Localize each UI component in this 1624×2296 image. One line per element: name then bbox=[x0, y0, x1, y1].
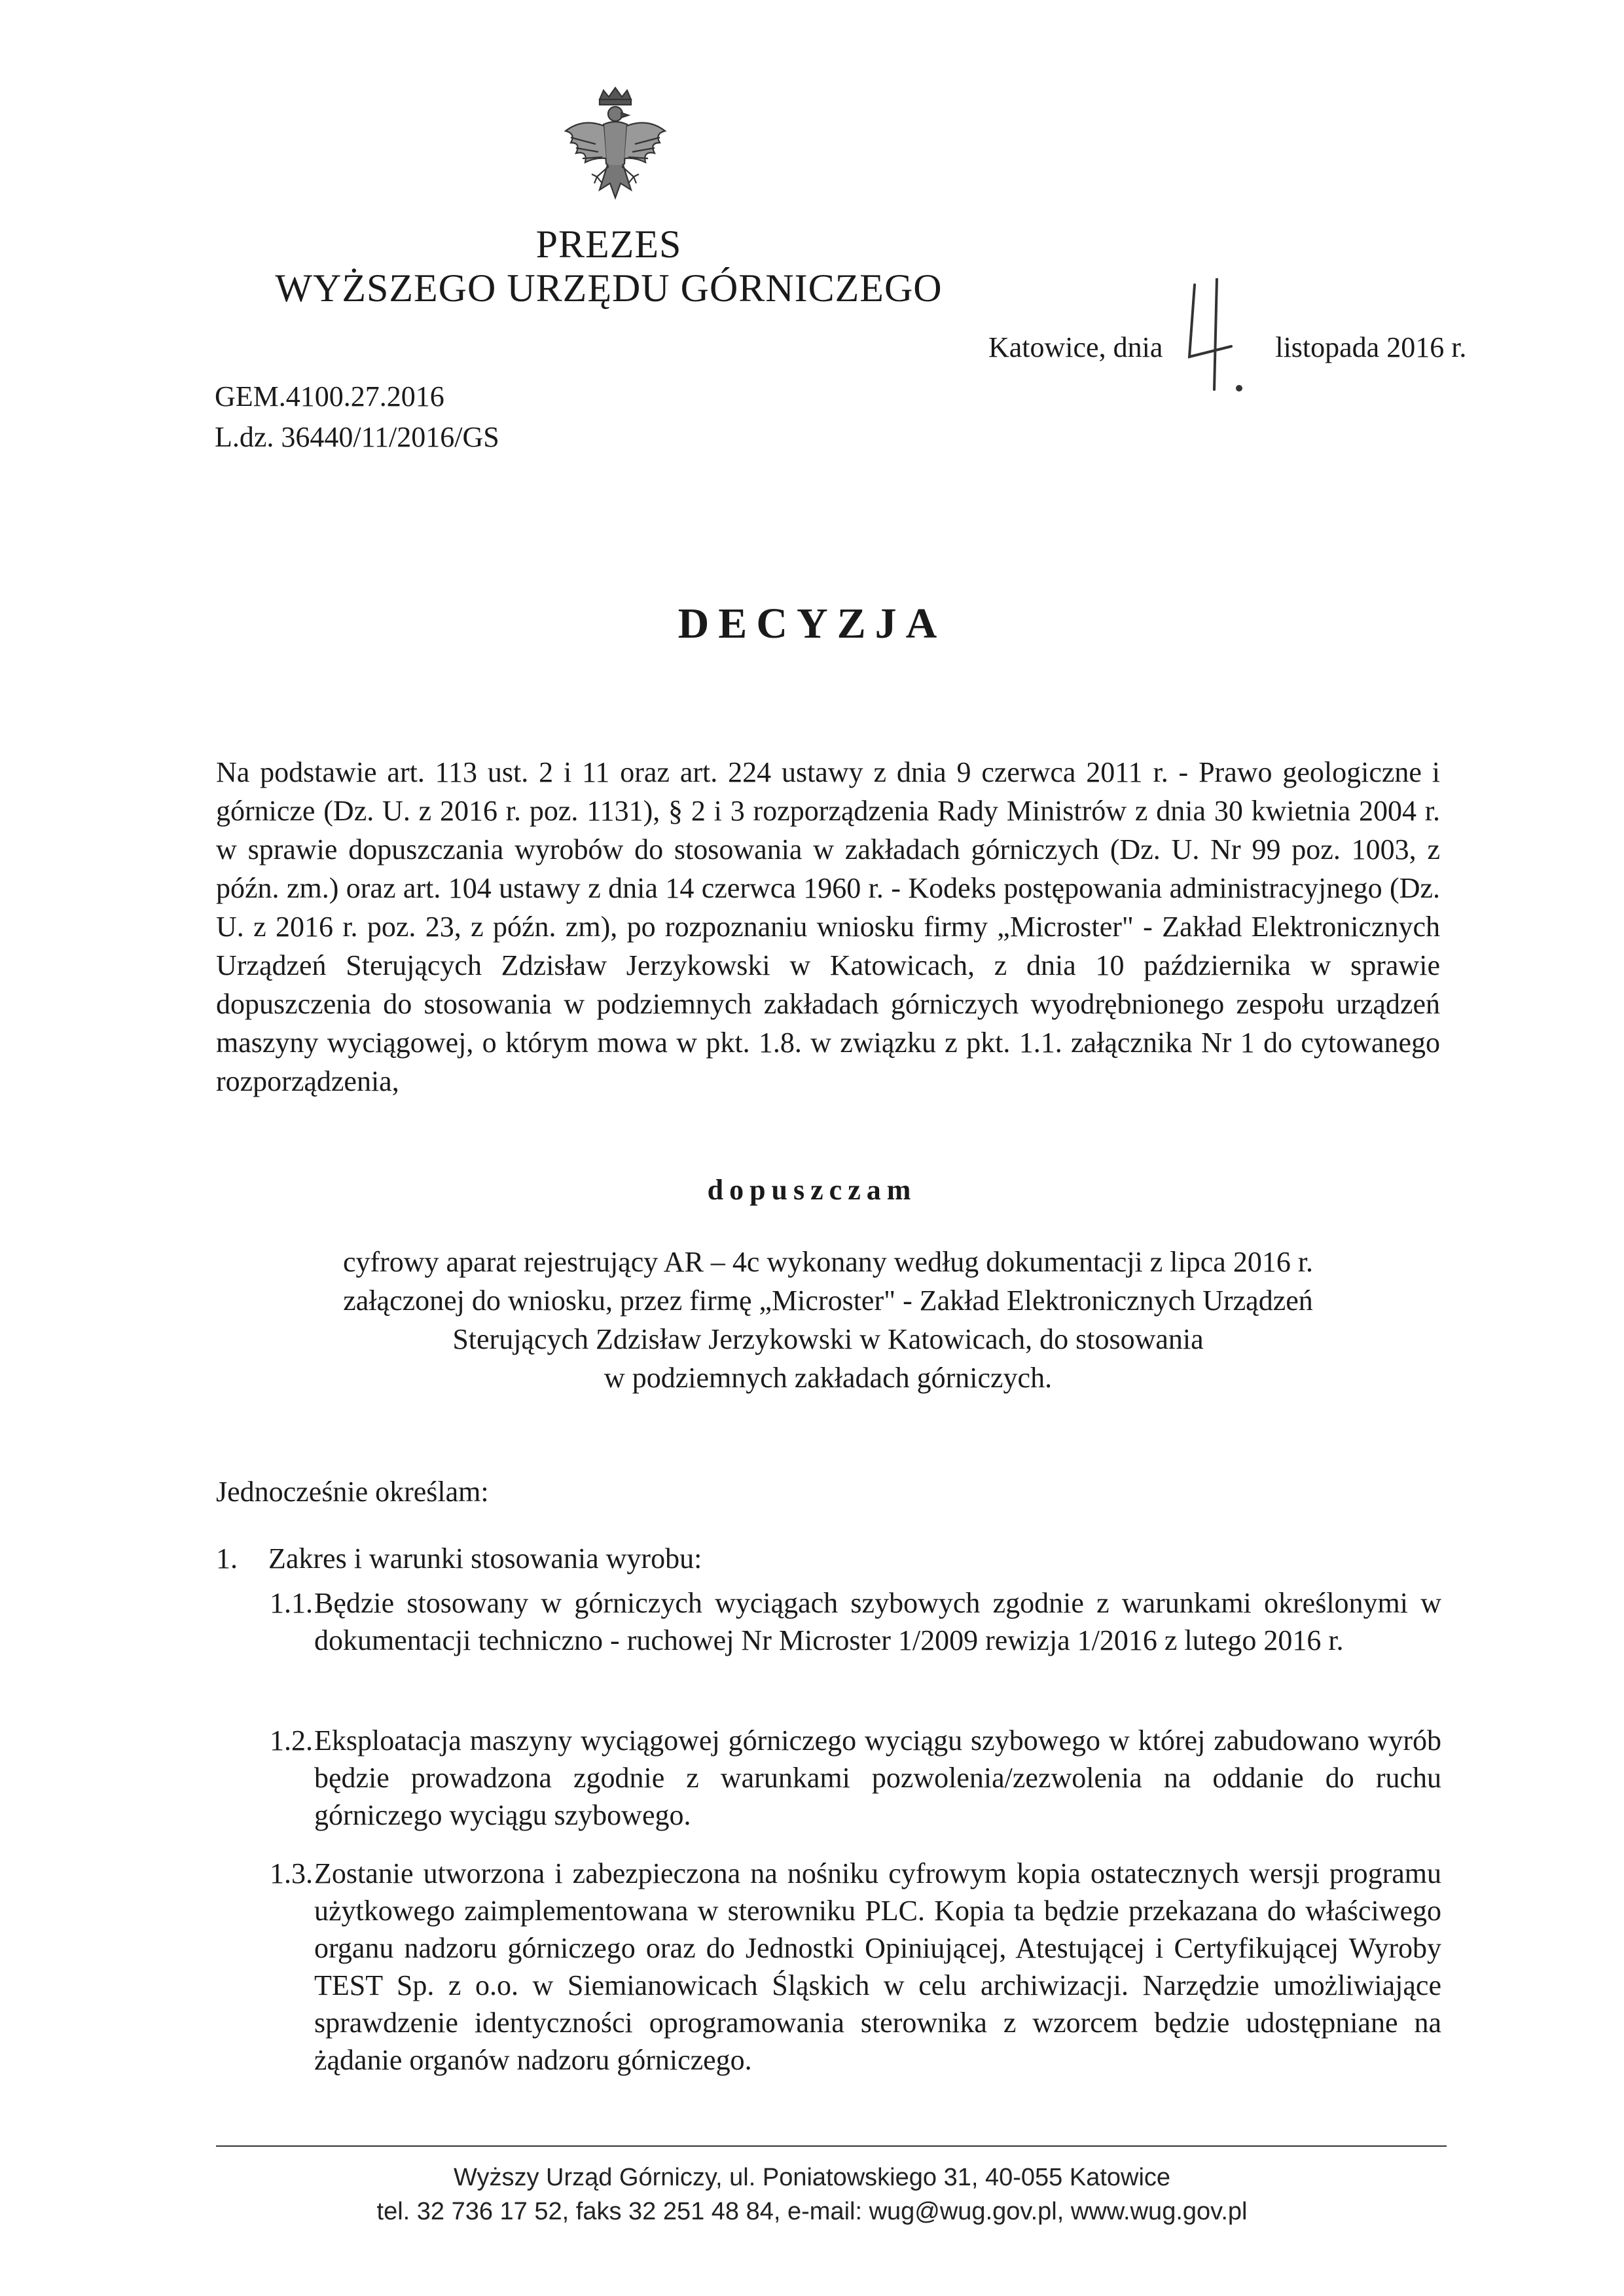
list-item-number: 1.1. bbox=[270, 1587, 313, 1619]
list-item bbox=[270, 1722, 1441, 1834]
issuing-authority bbox=[196, 223, 1021, 310]
section-number: 1. bbox=[216, 1542, 238, 1575]
footer bbox=[0, 2160, 1624, 2229]
date-prefix: Katowice, dnia bbox=[988, 331, 1163, 363]
admission-statement bbox=[216, 1243, 1440, 1397]
section-1-heading bbox=[216, 1542, 702, 1575]
admission-line: cyfrowy aparat rejestrujący AR – 4c wykonany według dokumentacji z lipca 2016 r. bbox=[342, 1246, 1314, 1278]
list-item bbox=[270, 1584, 1441, 1659]
list-item-text: Będzie stosowany w górniczych wyciągach szybowych zgodnie z warunkami określonymi w dokumentacji techniczno - ruchowej Nr Microster 1/2009 rewizja 1/2016 z lutego 2016 r. bbox=[314, 1587, 1441, 1656]
date-line bbox=[988, 331, 1466, 364]
list-item-number: 1.3. bbox=[270, 1857, 313, 1889]
footer-address: Wyższy Urząd Górniczy, ul. Poniatowskiego 31, 40-055 Katowice bbox=[453, 2164, 1171, 2191]
registry-number: L.dz. 36440/11/2016/GS bbox=[215, 421, 499, 454]
legal-basis-paragraph bbox=[216, 753, 1440, 1101]
admission-line: Sterujących Zdzisław Jerzykowski w Katowicach, do stosowania bbox=[452, 1323, 1204, 1355]
footer-divider bbox=[216, 2145, 1447, 2147]
list-item bbox=[270, 1855, 1441, 2079]
date-suffix: listopada 2016 r. bbox=[1275, 331, 1467, 363]
polish-eagle-emblem bbox=[556, 85, 674, 216]
list-item-number: 1.2. bbox=[270, 1724, 313, 1757]
reference-numbers bbox=[215, 376, 499, 458]
decision-word: dopuszczam bbox=[707, 1174, 917, 1206]
authority-line-2: WYŻSZEGO URZĘDU GÓRNICZEGO bbox=[275, 266, 943, 310]
case-number: GEM.4100.27.2016 bbox=[215, 380, 444, 412]
admission-line: w podziemnych zakładach górniczych. bbox=[604, 1362, 1053, 1394]
list-item-text: Eksploatacja maszyny wyciągowej górniczego wyciągu szybowego w której zabudowano wyrób będzie prowadzona zgodnie z warunkami pozwolenia/zezwolenia na oddanie do ruchu górniczego wyciągu szybowego. bbox=[314, 1724, 1441, 1831]
section-title: Zakres i warunki stosowania wyrobu: bbox=[268, 1542, 702, 1575]
also-determine-label: Jednocześnie określam: bbox=[216, 1476, 489, 1508]
authority-line-1: PREZES bbox=[535, 223, 682, 266]
legal-basis-text: Na podstawie art. 113 ust. 2 i 11 oraz art. 224 ustawy z dnia 9 czerwca 2011 r. - Prawo geologiczne i górnicze (Dz. U. z 2016 r. poz. 1131), § 2 i 3 rozporządzenia Rady Ministrów z dnia 30 kwietnia 2004 r. w sprawie dopuszczania wyrobów do stosowania w zakładach górniczych (Dz. U. Nr 99 poz. 1003, z późn. zm.) oraz art. 104 ustawy z dnia 14 czerwca 1960 r. - Kodeks postępowania administracyjnego (Dz. U. z 2016 r. poz. 23, z późn. zm), po rozpoznaniu wniosku firmy „Microster" - Zakład Elektronicznych Urządzeń Sterujących Zdzisław Jerzykowski w Katowicach, z dnia 10 października w sprawie dopuszczenia do stosowania w podziemnych zakładach górniczych wyodrębnionego zespołu urządzeń maszyny wyciągowej, o którym mowa w pkt. 1.8. w związku z pkt. 1.1. załącznika Nr 1 do cytowanego rozporządzenia, bbox=[216, 756, 1440, 1097]
document-title: DECYZJA bbox=[677, 600, 947, 647]
admission-line: załączonej do wniosku, przez firmę „Microster" - Zakład Elektronicznych Urządzeń bbox=[343, 1285, 1313, 1317]
list-item-text: Zostanie utworzona i zabezpieczona na nośniku cyfrowym kopia ostatecznych wersji programu użytkowego zaimplementowana w sterowniku PLC. Kopia ta będzie przekazana do właściwego organu nadzoru górniczego oraz do Jednostki Opiniującej, Atestującej i Certyfikującej Wyroby TEST Sp. z o.o. w Siemianowicach Śląskich w celu archiwizacji. Narzędzie umożliwiające sprawdzenie identyczności oprogramowania sterownika z wzorcem będzie udostępniane na żądanie organów nadzoru górniczego. bbox=[314, 1857, 1441, 2076]
handwritten-day-mark bbox=[1176, 278, 1255, 403]
footer-contact: tel. 32 736 17 52, faks 32 251 48 84, e-mail: wug@wug.gov.pl, www.wug.gov.pl bbox=[376, 2198, 1248, 2225]
